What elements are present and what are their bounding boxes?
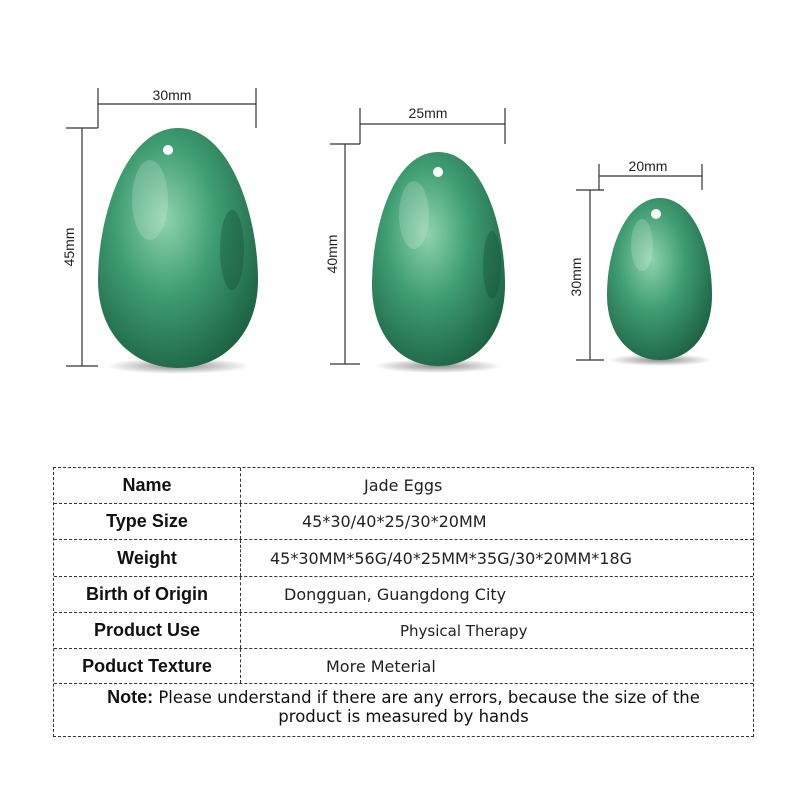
spec-value: Dongguan, Guangdong City [284,585,507,604]
spec-label: Birth of Origin [54,577,241,612]
spec-label: Name [54,468,241,503]
note [54,684,753,736]
spec-row-name [54,468,753,504]
spec-row-origin [54,577,753,613]
dimension-width-small-label: 20mm [628,158,668,174]
dimension-height-small-label: 30mm [568,257,584,297]
spec-label: Poduct Texture [54,649,241,683]
dimension-height-medium-label: 40mm [324,234,340,274]
note-line-1: Please understand if there are any errors, because the size of the [158,688,700,707]
spec-label: Product Use [54,613,241,648]
spec-label: Weight [54,540,241,576]
jade-egg-small [607,198,712,366]
spec-row-weight [54,540,753,577]
spec-value: Physical Therapy [400,621,528,640]
note-line-2: product is measured by hands [278,707,529,726]
dimension-height-large-label: 45mm [61,227,77,267]
spec-value: Jade Eggs [364,476,443,495]
jade-egg-medium [372,152,505,373]
dimension-width-large-label: 30mm [152,87,192,103]
dimension-width-medium-label: 25mm [408,105,448,121]
jade-egg-large [98,128,258,374]
spec-table [53,467,754,737]
spec-value: More Meterial [326,656,436,676]
spec-value: 45*30MM*56G/40*25MM*35G/30*20MM*18G [270,548,633,568]
note-label: Note: [107,687,154,707]
spec-row-texture [54,649,753,684]
spec-label: Type Size [54,504,241,539]
spec-row-type-size [54,504,753,540]
spec-row-use [54,613,753,649]
spec-value: 45*30/40*25/30*20MM [302,512,487,531]
